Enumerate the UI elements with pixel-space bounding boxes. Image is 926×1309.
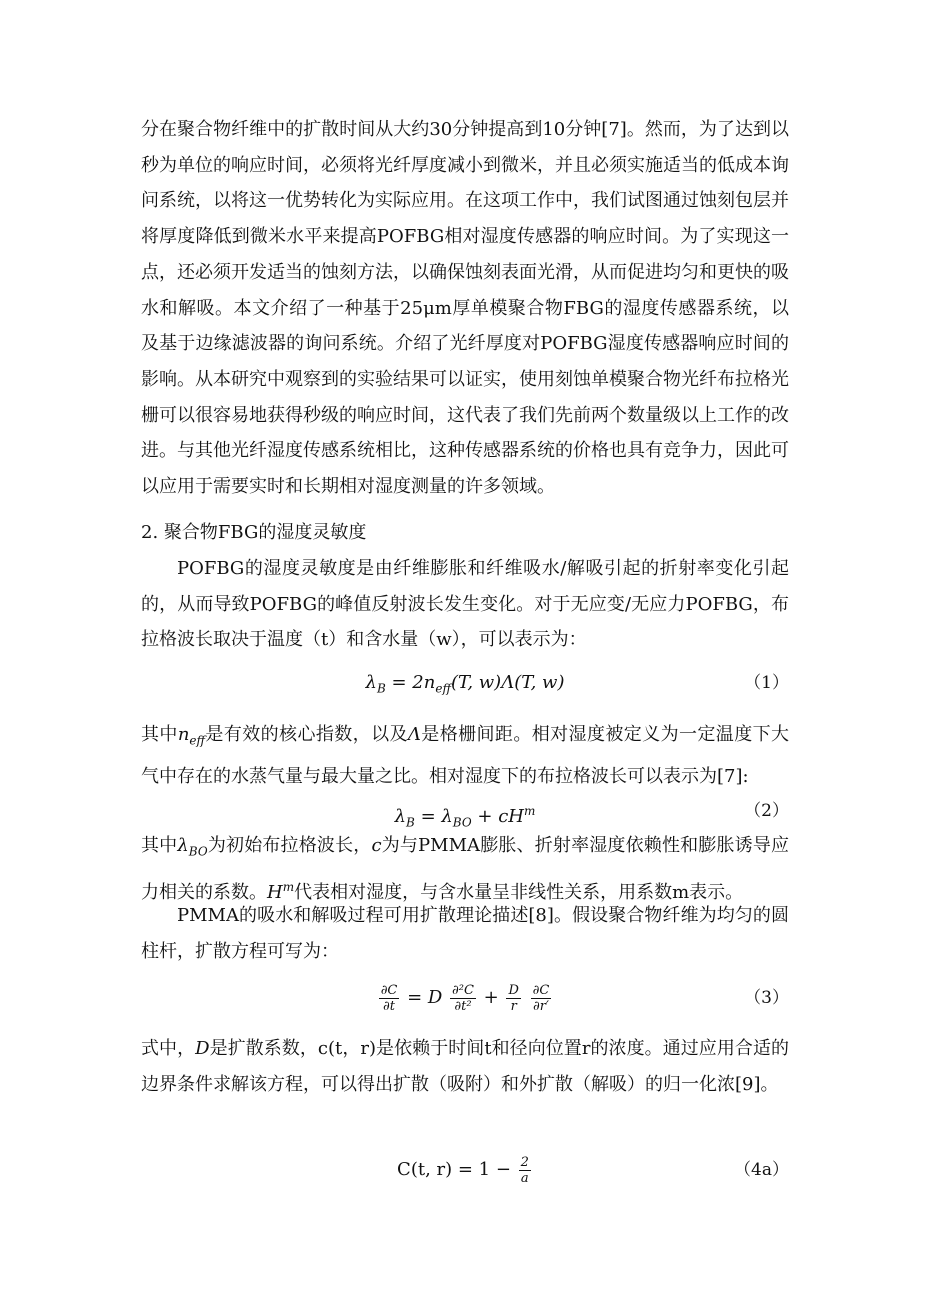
symbol-c: c <box>371 835 382 856</box>
equation-2 <box>141 793 789 829</box>
equation-1 <box>141 665 789 701</box>
text-fragment: 其中 <box>141 835 178 856</box>
intro-paragraph: 分在聚合物纤维中的扩散时间从大约30分钟提高到10分钟[7]。然而，为了达到以秒为单位的响应时间，必须将光纤厚度减小到微米，并且必须实施适当的低成本询问系统，以将这一优势转化为实际应用。在这项工作中，我们试图通过蚀刻包层并将厚度降低到微米水平来提高POFBG相对湿度传感器的响应时间。为了实现这一点，还必须开发适当的蚀刻方法，以确保蚀刻表面光滑，从而促进均匀和更快的吸水和解吸。本文介绍了一种基于25μm厚单模聚合物FBG的湿度传感器系统，以及基于边缘滤波器的询问系统。介绍了光纤厚度对POFBG湿度传感器响应时间的影响。从本研究中观察到的实验结果可以证实，使用刻蚀单模聚合物光纤布拉格光栅可以很容易地获得秒级的响应时间，这代表了我们先前两个数量级以上工作的改进。与其他光纤湿度传感系统相比，这种传感器系统的价格也具有竞争力，因此可以应用于需要实时和长期相对湿度测量的许多领域。 <box>141 119 789 498</box>
paragraph-after-eq3 <box>141 1031 789 1102</box>
symbol-lambda-period: Λ <box>407 724 421 745</box>
equation-4a-formula: C(t, r) = 1 − $\frac{2}{a}$ <box>397 1154 529 1186</box>
symbol-d: D <box>195 1038 210 1059</box>
equation-3-formula: $\frac{\partial C}{\partial t}$ = D $\frac{\text{∂²C}}{\text{∂t²}}$ + $\frac{D}{r}$ $\frac{\partial C}{\partial r'}$ <box>380 982 550 1014</box>
paragraph-after-eq1 <box>141 717 789 795</box>
text-fragment: 为与PMMA膨胀、折射率湿度依赖性和膨胀诱导应力相关的系数。 <box>141 835 790 904</box>
symbol-h-m: $H^m$ <box>267 880 295 904</box>
text-fragment: 其中 <box>141 724 178 745</box>
equation-1-number: （1） <box>744 673 789 693</box>
section-heading: 2. 聚合物FBG的湿度灵敏度 <box>141 522 367 543</box>
equation-4a-number: （4a） <box>734 1160 789 1180</box>
equation-2-formula: $\lambda_B = \lambda_{BO} + cH^m$ <box>394 804 536 830</box>
text-fragment: 代表相对湿度，与含水量呈非线性关系，用系数m表示。 <box>294 882 744 904</box>
equation-1-formula: $\lambda_B = 2n_{eff}(T$, w)Λ(T, w) <box>365 672 565 696</box>
text-fragment: 是有效的核心指数，以及 <box>205 724 408 745</box>
equation-4a <box>141 1152 789 1188</box>
equation-2-number: （2） <box>744 801 789 821</box>
equation-3 <box>141 980 789 1016</box>
symbol-n-eff: $n_{eff}$ <box>177 724 206 748</box>
text-fragment: 是扩散系数，c(t，r)是依赖于时间t和径向位置r的浓度。通过应用合适的边界条件求解该方程，可以得出扩散（吸附）和外扩散（解吸）的归一化浓[9]。 <box>141 1038 789 1095</box>
equation-4a-lhs: C(t, r) = 1 − <box>397 1159 511 1180</box>
text-fragment: 为初始布拉格波长， <box>207 835 372 856</box>
text-fragment: 式中， <box>141 1038 196 1059</box>
equation-3-number: （3） <box>744 988 789 1008</box>
text-fragment: 是格栅间距。相对湿度被定义为一定温度下大气中存在的水蒸气量与最大量之比。相对湿度下的布拉格波长可以表示为[7]: <box>141 724 790 788</box>
pmma-paragraph: PMMA的吸水和解吸过程可用扩散理论描述[8]。假设聚合物纤维为均匀的圆柱杆，扩散方程可写为： <box>141 905 789 962</box>
symbol-lambda-bo: $\lambda_{BO}$ <box>177 835 208 859</box>
sensitivity-paragraph: POFBG的湿度灵敏度是由纤维膨胀和纤维吸水/解吸引起的折射率变化引起的，从而导致POFBG的峰值反射波长发生变化。对于无应变/无应力POFBG，布拉格波长取决于温度（t）和含水量（w），可以表示为： <box>141 558 789 651</box>
